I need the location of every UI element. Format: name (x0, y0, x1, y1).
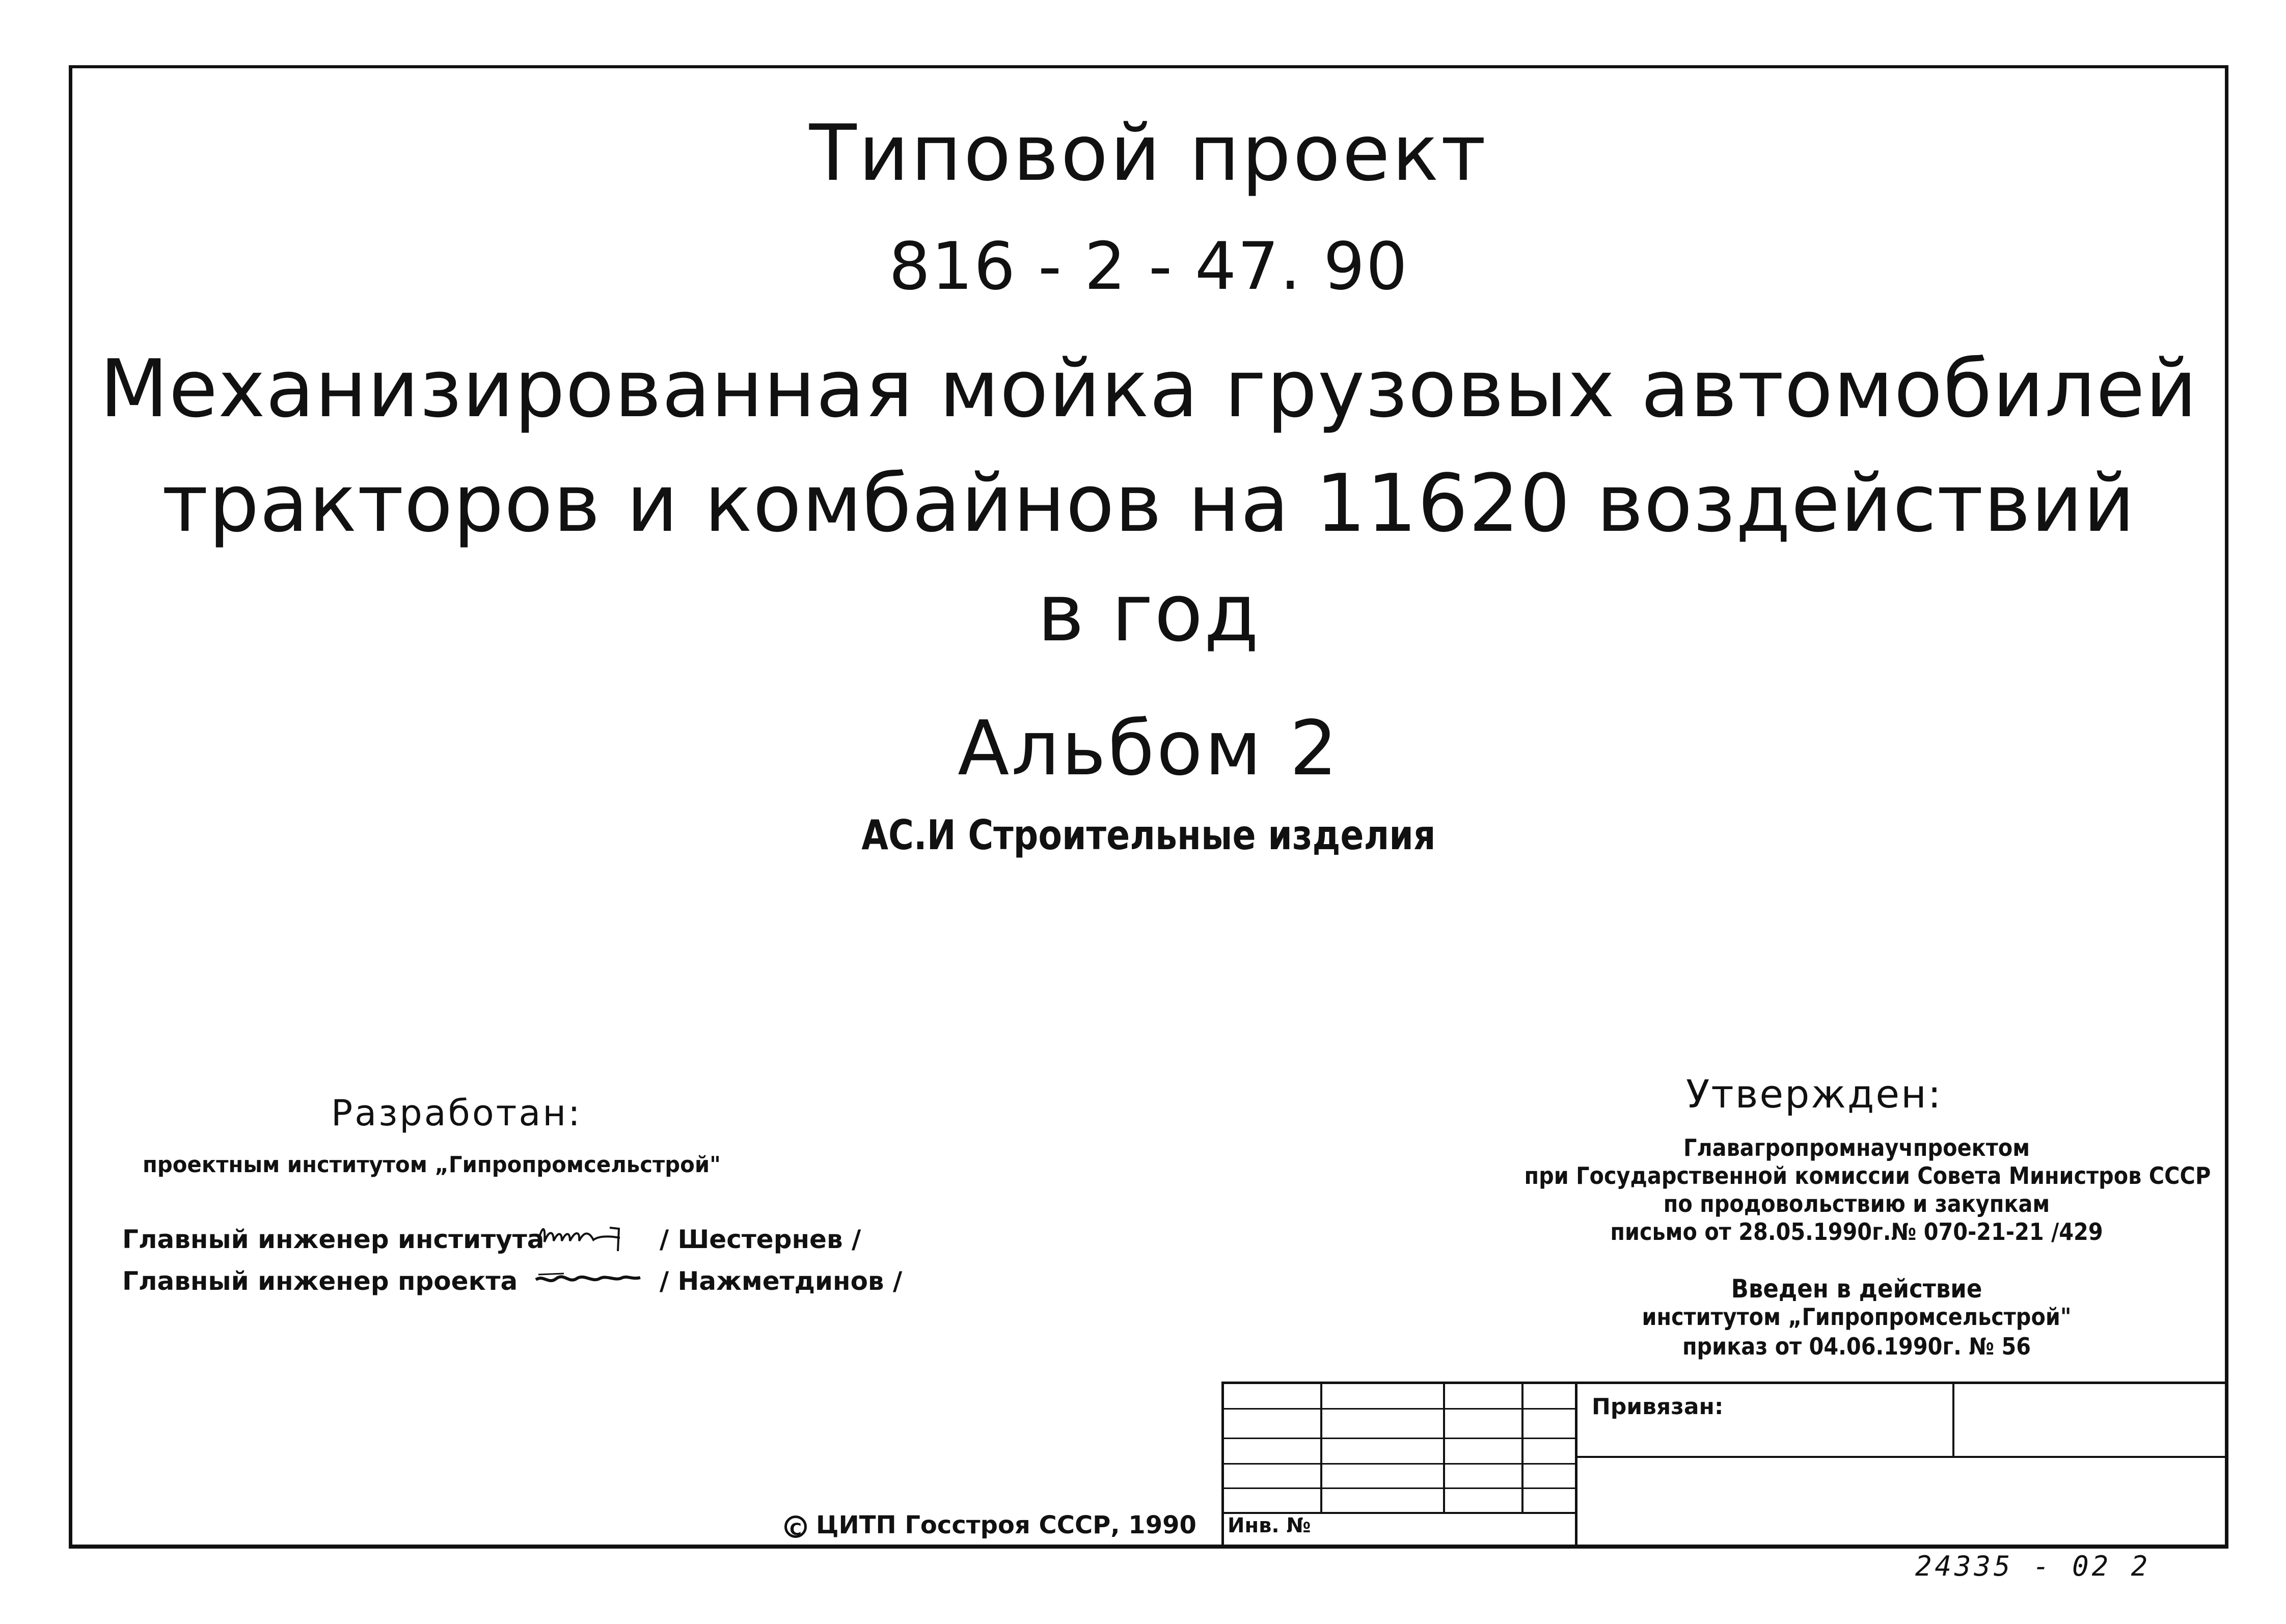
signatory-role: Главный инженер института (122, 1225, 545, 1254)
document-code: 24335 - 02 2 (1915, 1550, 2151, 1582)
copyright (784, 1513, 1196, 1538)
approved-line: по продовольствию и закупкам (1663, 1190, 2050, 1217)
approved-line: письмо от 28.05.1990г.№ 070-21-21 /429 (1610, 1218, 2103, 1246)
developed-by: проектным институтом „Гипропромсельстрой" (143, 1152, 721, 1178)
signatory-name: / Нажметдинов / (659, 1266, 903, 1296)
signature-image (533, 1264, 650, 1290)
title-line: тракторов и комбайнов на 11620 воздействий (161, 457, 2136, 550)
album-label: Альбом 2 (958, 705, 1340, 792)
signature-image (533, 1223, 650, 1248)
approved-line: Главагропромнаучпроектом (1683, 1134, 2030, 1161)
title-line: Механизированная мойка грузовых автомобилей (99, 342, 2198, 435)
approved-line: институтом „Гипропромсельстрой" (1642, 1303, 2072, 1331)
title-line: в год (1037, 566, 1260, 659)
approved-line: Введен в действие (1731, 1274, 1982, 1304)
section-label: АС.И Строительные изделия (861, 811, 1436, 859)
signatory-name: / Шестернев / (659, 1225, 861, 1254)
signatory-role: Главный инженер проекта (122, 1266, 518, 1296)
copyright-icon: C (784, 1515, 807, 1538)
document-heading: Типовой проект (809, 108, 1488, 198)
approved-heading: Утвержден: (1686, 1071, 1943, 1117)
bound-label: Привязан: (1592, 1394, 1724, 1420)
project-number: 816 - 2 - 47. 90 (889, 229, 1408, 305)
developed-heading: Разработан: (331, 1092, 582, 1134)
copyright-text: ЦИТП Госстроя СССР, 1990 (816, 1511, 1196, 1539)
signatory-row (122, 1259, 902, 1294)
inventory-number-label: Инв. № (1228, 1514, 1311, 1537)
approved-line: при Государственной комиссии Совета Министров СССР (1524, 1162, 2211, 1189)
signatory-row (122, 1217, 861, 1252)
approved-line: приказ от 04.06.1990г. № 56 (1682, 1333, 2031, 1360)
